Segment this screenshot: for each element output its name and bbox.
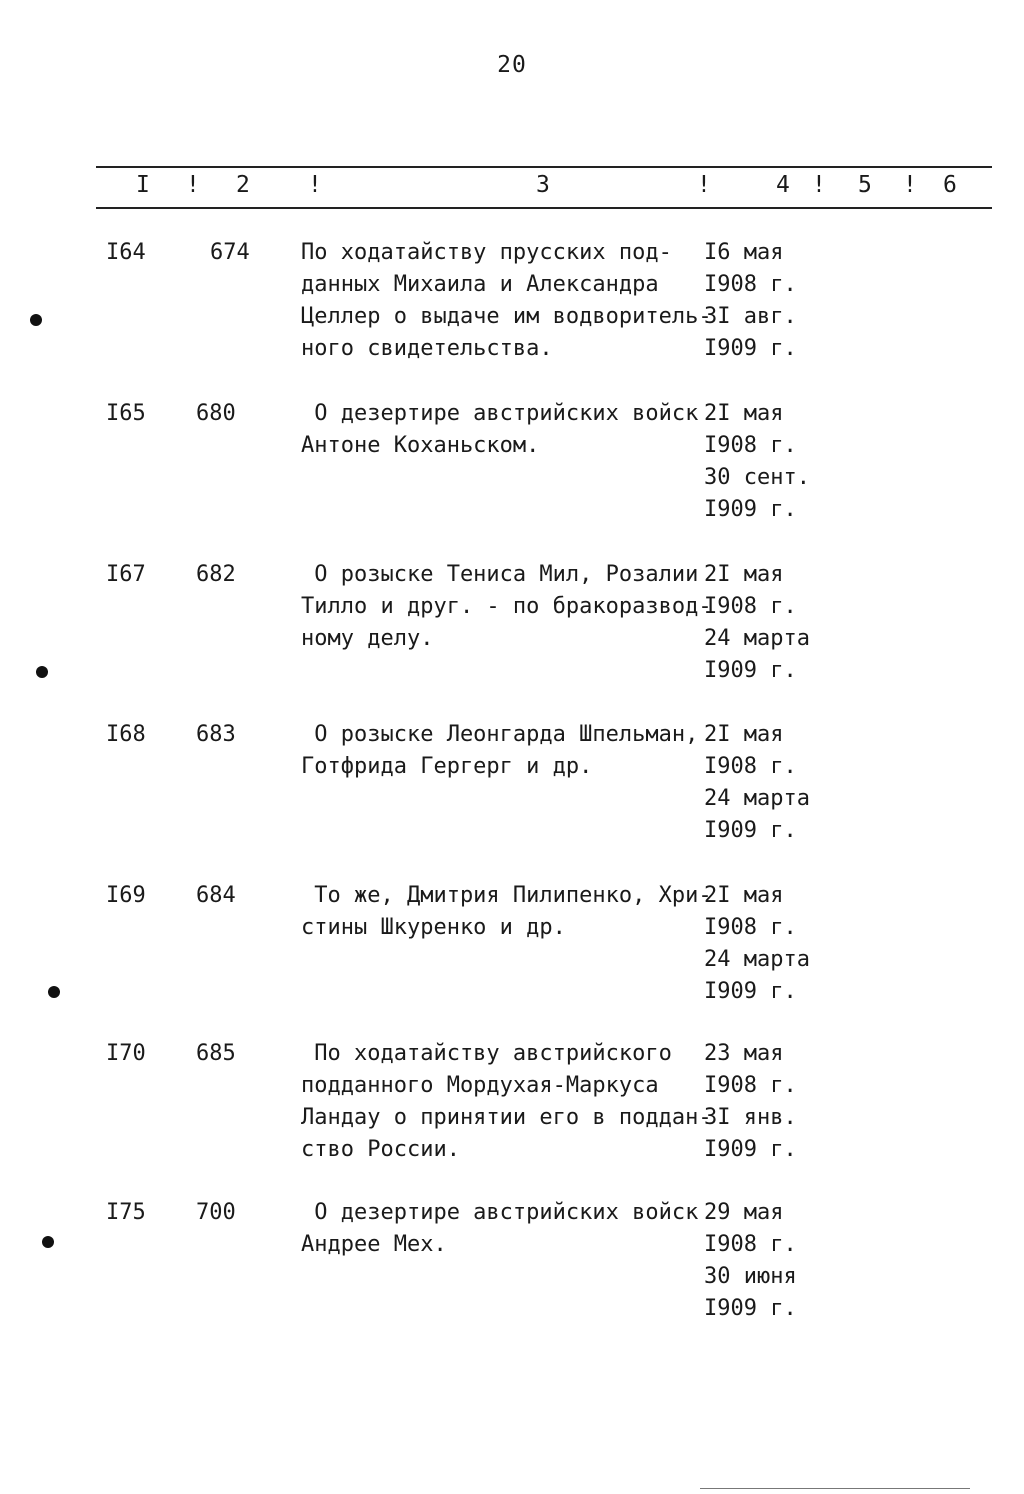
description-line: ство России.: [301, 1137, 460, 1162]
file-number: 684: [196, 883, 236, 908]
record-number: I65: [106, 401, 146, 426]
binder-hole-mark: [30, 314, 42, 326]
date-line: I909 г.: [704, 497, 797, 522]
date-line: I909 г.: [704, 818, 797, 843]
file-number: 683: [196, 722, 236, 747]
date-line: 30 сент.: [704, 465, 810, 490]
record-description: [301, 559, 712, 655]
header-separator-1: !: [186, 172, 200, 198]
page-number: 20: [497, 52, 527, 78]
date-line: 24 марта: [704, 947, 810, 972]
file-number: 674: [210, 240, 250, 265]
date-line: I908 г.: [704, 594, 797, 619]
date-line: I908 г.: [704, 433, 797, 458]
table-header-bottom-rule: [96, 207, 992, 209]
description-line: О дезертире австрийских войск: [301, 1200, 699, 1225]
record-description: [301, 237, 712, 365]
date-line: I908 г.: [704, 915, 797, 940]
record-number: I70: [106, 1041, 146, 1066]
date-line: I908 г.: [704, 754, 797, 779]
description-line: Ландау о принятии его в поддан-: [301, 1105, 712, 1130]
description-line: Антоне Коханьском.: [301, 433, 540, 458]
header-separator-4: !: [812, 172, 826, 198]
binder-hole-mark: [42, 1236, 54, 1248]
description-line: Андрее Мех.: [301, 1232, 447, 1257]
description-line: Целлер о выдаче им водворитель-: [301, 304, 712, 329]
header-col-4: 4: [776, 172, 790, 198]
record-description: [301, 1038, 712, 1166]
header-separator-3: !: [697, 172, 711, 198]
date-line: I908 г.: [704, 272, 797, 297]
header-separator-2: !: [308, 172, 322, 198]
description-line: О розыске Леонгарда Шпельман,: [301, 722, 699, 747]
file-number: 680: [196, 401, 236, 426]
table-header-top-rule: [96, 166, 992, 168]
description-line: подданного Мордухая-Маркуса: [301, 1073, 659, 1098]
record-number: I64: [106, 240, 146, 265]
description-line: То же, Дмитрия Пилипенко, Хри-: [301, 883, 712, 908]
description-line: стины Шкуренко и др.: [301, 915, 566, 940]
record-number: I75: [106, 1200, 146, 1225]
description-line: ному делу.: [301, 626, 434, 651]
description-line: Тилло и друг. - по бракоразвод-: [301, 594, 712, 619]
header-col-3: 3: [536, 172, 550, 198]
header-separator-5: !: [903, 172, 917, 198]
record-dates: [704, 1038, 844, 1166]
date-line: I909 г.: [704, 336, 797, 361]
date-line: I909 г.: [704, 979, 797, 1004]
description-line: О дезертире австрийских войск: [301, 401, 699, 426]
description-line: ного свидетельства.: [301, 336, 553, 361]
record-dates: [704, 880, 844, 1008]
record-description: [301, 1197, 703, 1261]
date-line: I908 г.: [704, 1232, 797, 1257]
date-line: 2I мая: [704, 722, 784, 747]
description-line: О розыске Тениса Мил, Розалии: [301, 562, 699, 587]
date-line: 24 марта: [704, 626, 810, 651]
record-number: I68: [106, 722, 146, 747]
page-bottom-edge: [700, 1488, 970, 1489]
description-line: Готфрида Гергерг и др.: [301, 754, 593, 779]
date-line: I909 г.: [704, 1137, 797, 1162]
date-line: I6 мая: [704, 240, 784, 265]
record-dates: [704, 1197, 844, 1325]
date-line: 29 мая: [704, 1200, 784, 1225]
date-line: 3I янв.: [704, 1105, 797, 1130]
date-line: 2I мая: [704, 883, 784, 908]
table-header: [0, 172, 1024, 202]
date-line: I909 г.: [704, 658, 797, 683]
record-description: [301, 719, 703, 783]
record-description: [301, 880, 712, 944]
date-line: I908 г.: [704, 1073, 797, 1098]
date-line: 3I авг.: [704, 304, 797, 329]
date-line: 30 июня: [704, 1264, 797, 1289]
date-line: I909 г.: [704, 1296, 797, 1321]
record-number: I67: [106, 562, 146, 587]
record-dates: [704, 559, 844, 687]
record-dates: [704, 719, 844, 847]
binder-hole-mark: [36, 666, 48, 678]
description-line: данных Михаила и Александра: [301, 272, 659, 297]
description-line: По ходатайству австрийского: [301, 1041, 672, 1066]
record-number: I69: [106, 883, 146, 908]
date-line: 23 мая: [704, 1041, 784, 1066]
description-line: По ходатайству прусских под-: [301, 240, 672, 265]
record-description: [301, 398, 703, 462]
file-number: 700: [196, 1200, 236, 1225]
date-line: 24 марта: [704, 786, 810, 811]
record-dates: [704, 237, 844, 365]
date-line: 2I мая: [704, 401, 784, 426]
header-col-1: I: [136, 172, 150, 198]
file-number: 682: [196, 562, 236, 587]
binder-hole-mark: [48, 986, 60, 998]
file-number: 685: [196, 1041, 236, 1066]
header-col-5: 5: [858, 172, 872, 198]
date-line: 2I мая: [704, 562, 784, 587]
header-col-6: 6: [943, 172, 957, 198]
record-dates: [704, 398, 844, 526]
header-col-2: 2: [236, 172, 250, 198]
